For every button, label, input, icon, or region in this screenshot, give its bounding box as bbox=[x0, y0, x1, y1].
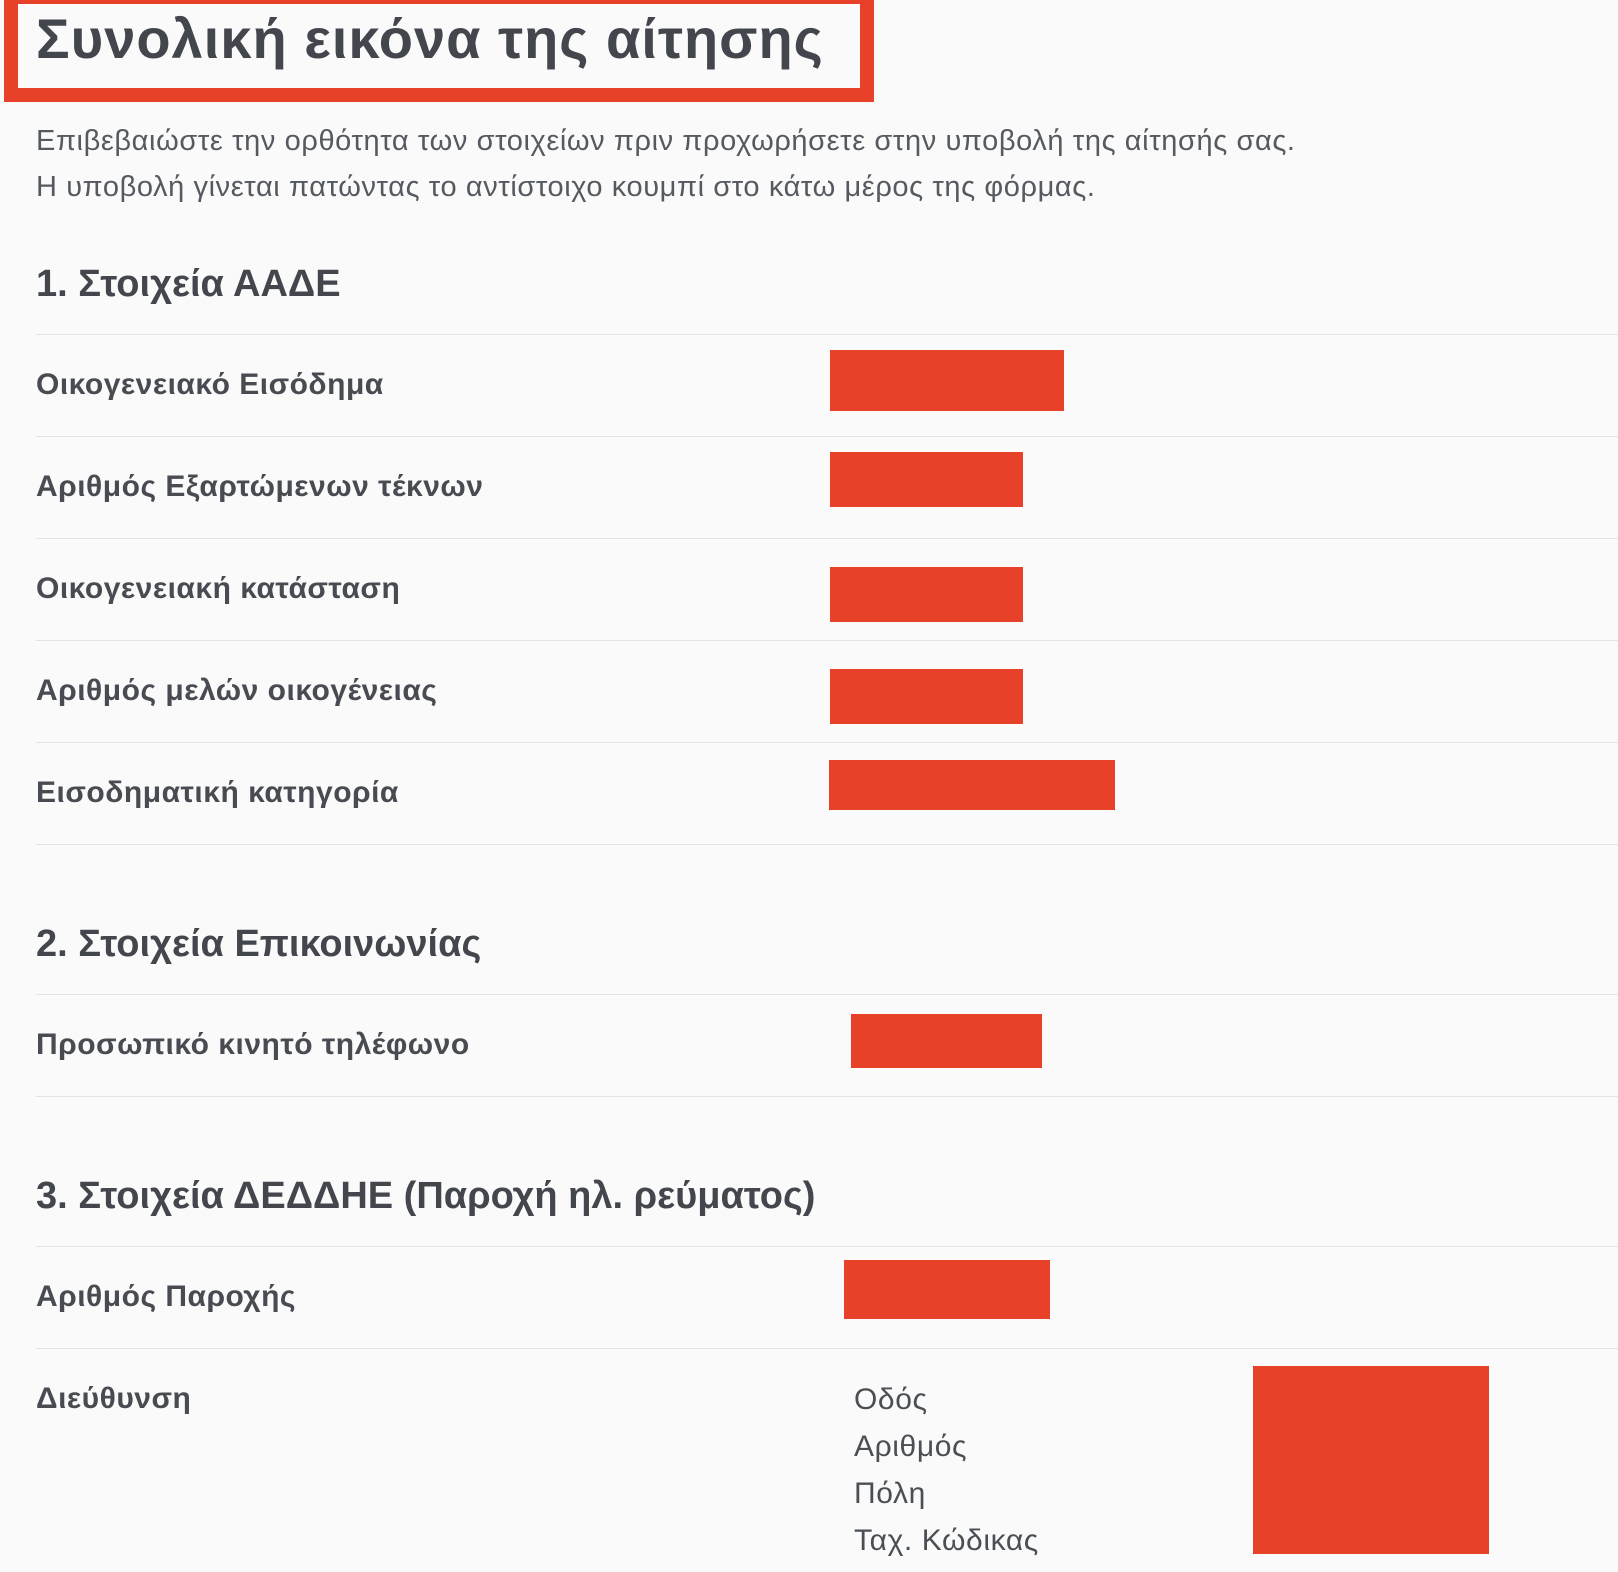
section-title-aade: 1. Στοιχεία ΑΑΔΕ bbox=[36, 263, 341, 305]
redacted-value-dependent-children bbox=[830, 452, 1023, 507]
row-label-address: Διεύθυνση bbox=[36, 1382, 192, 1415]
redacted-value-income-category bbox=[829, 760, 1115, 810]
divider bbox=[36, 1348, 1618, 1349]
redacted-value-marital-status bbox=[830, 567, 1023, 622]
section-title-deddie: 3. Στοιχεία ΔΕΔΔΗΕ (Παροχή ηλ. ρεύματος) bbox=[36, 1175, 816, 1217]
row-label-marital-status: Οικογενειακή κατάσταση bbox=[36, 572, 401, 605]
divider bbox=[36, 1096, 1618, 1097]
intro-text bbox=[36, 118, 1296, 210]
intro-line-2: Η υποβολή γίνεται πατώντας το αντίστοιχο κουμπί στο κάτω μέρος της φόρμας. bbox=[36, 171, 1096, 203]
redacted-value-mobile-phone bbox=[851, 1014, 1042, 1068]
address-number-label: Αριθμός bbox=[854, 1430, 968, 1463]
row-label-supply-number: Αριθμός Παροχής bbox=[36, 1280, 296, 1313]
row-label-family-income: Οικογενειακό Εισόδημα bbox=[36, 368, 384, 401]
redacted-value-family-members bbox=[830, 669, 1023, 724]
divider bbox=[36, 844, 1618, 845]
divider bbox=[36, 994, 1618, 995]
row-label-family-members: Αριθμός μελών οικογένειας bbox=[36, 674, 438, 707]
row-label-mobile-phone: Προσωπικό κινητό τηλέφωνο bbox=[36, 1028, 470, 1061]
address-postcode-label: Ταχ. Κώδικας bbox=[854, 1524, 1039, 1557]
divider bbox=[36, 538, 1618, 539]
divider bbox=[36, 436, 1618, 437]
intro-line-1: Επιβεβαιώστε την ορθότητα των στοιχείων πριν προχωρήσετε στην υποβολή της αίτησής σας. bbox=[36, 125, 1296, 157]
redacted-value-family-income bbox=[830, 350, 1064, 411]
section-title-contact: 2. Στοιχεία Επικοινωνίας bbox=[36, 923, 482, 965]
divider bbox=[36, 334, 1618, 335]
divider bbox=[36, 640, 1618, 641]
row-label-dependent-children: Αριθμός Εξαρτώμενων τέκνων bbox=[36, 470, 484, 503]
address-street-label: Οδός bbox=[854, 1383, 928, 1416]
divider bbox=[36, 1246, 1618, 1247]
redacted-value-address bbox=[1253, 1366, 1489, 1554]
page-title: Συνολική εικόνα της αίτησης bbox=[36, 7, 824, 70]
address-sublabels bbox=[854, 1376, 1039, 1564]
address-city-label: Πόλη bbox=[854, 1477, 926, 1510]
divider bbox=[36, 742, 1618, 743]
row-label-income-category: Εισοδηματική κατηγορία bbox=[36, 776, 399, 809]
redacted-value-supply-number bbox=[844, 1260, 1050, 1319]
